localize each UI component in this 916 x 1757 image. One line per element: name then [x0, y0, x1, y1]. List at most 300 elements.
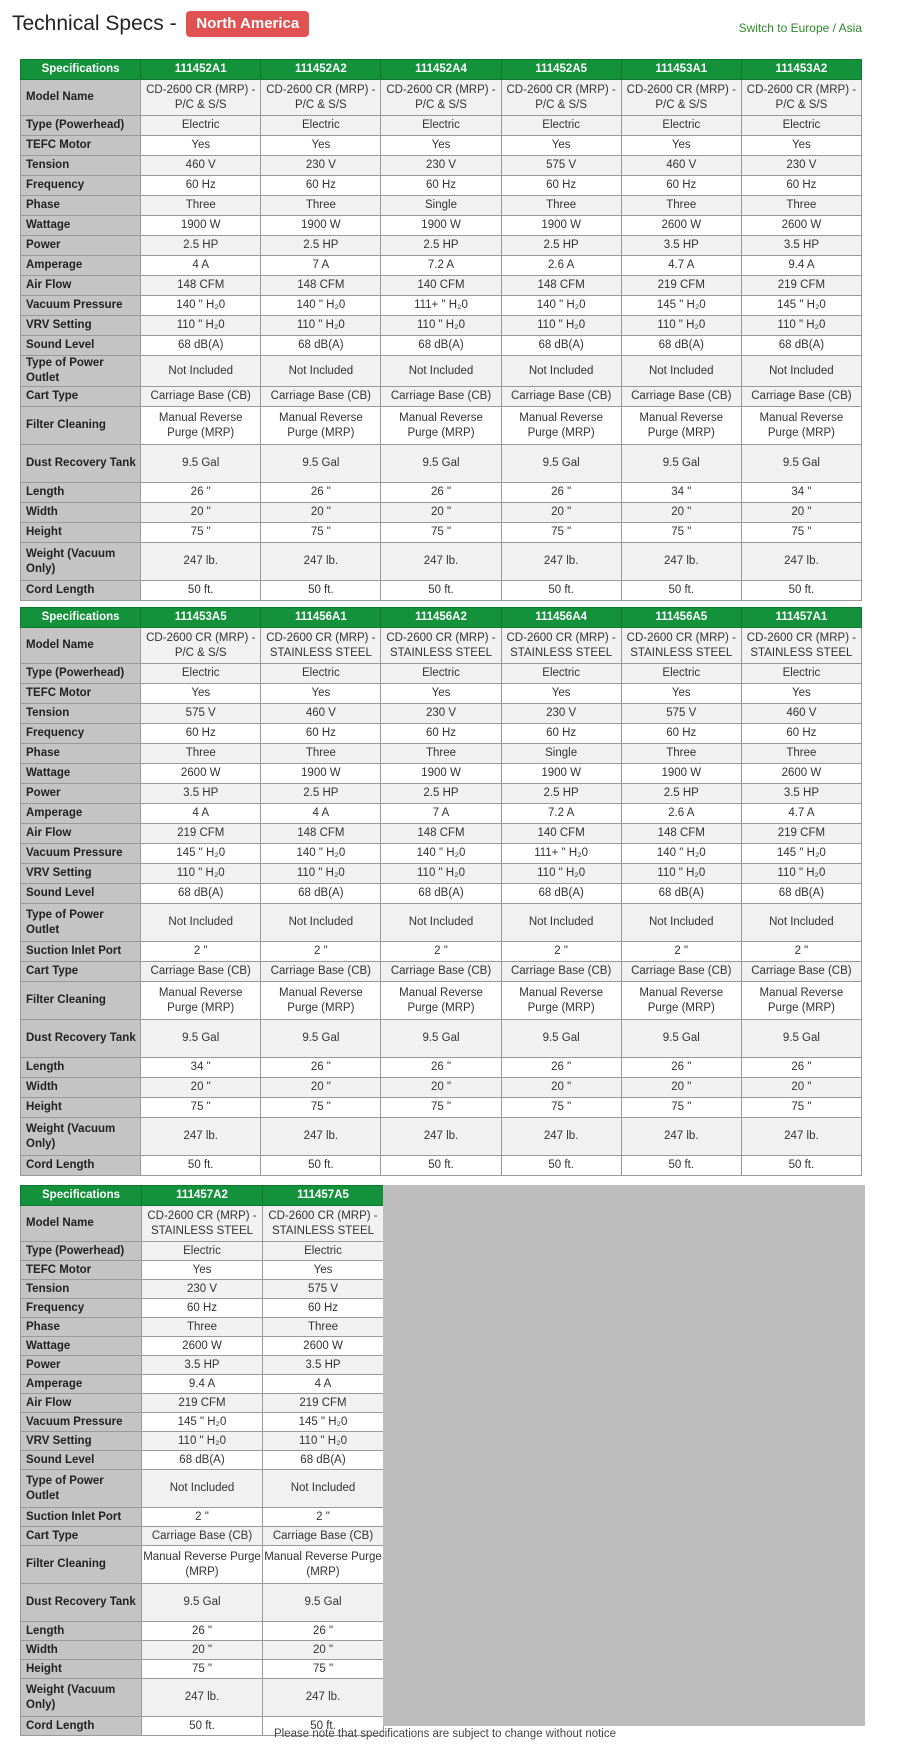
- spec-value-cell: 3.5 HP: [621, 236, 741, 256]
- spec-value-cell: 4 A: [261, 804, 381, 824]
- spec-row-label: Cart Type: [21, 387, 141, 407]
- switch-region-link[interactable]: Switch to Europe / Asia: [738, 21, 862, 35]
- spec-row-label: Air Flow: [21, 824, 141, 844]
- spec-value-cell: 20 ": [142, 1641, 263, 1660]
- spec-value-cell: 110 " H₂0: [381, 316, 501, 336]
- spec-value-cell: 145 " H₂0: [263, 1413, 384, 1432]
- spec-value-cell: Not Included: [741, 356, 861, 387]
- spec-table-2: [20, 607, 862, 1176]
- spec-value-cell: Not Included: [142, 1470, 263, 1508]
- spec-row: [21, 724, 862, 744]
- spec-row: [21, 1413, 384, 1432]
- spec-row: [21, 1118, 862, 1156]
- spec-row: [21, 1356, 384, 1375]
- spec-value-cell: 50 ft.: [261, 581, 381, 601]
- spec-value-cell: 148 CFM: [261, 276, 381, 296]
- spec-value-cell: 148 CFM: [501, 276, 621, 296]
- spec-row: [21, 1641, 384, 1660]
- spec-value-cell: CD-2600 CR (MRP) - P/C & S/S: [381, 80, 501, 116]
- spec-value-cell: 9.5 Gal: [501, 445, 621, 483]
- spec-row: [21, 543, 862, 581]
- spec-value-cell: 60 Hz: [741, 176, 861, 196]
- spec-value-cell: Yes: [381, 684, 501, 704]
- spec-value-cell: 460 V: [141, 156, 261, 176]
- spec-row-label: Amperage: [21, 256, 141, 276]
- spec-value-cell: Carriage Base (CB): [621, 387, 741, 407]
- spec-row: [21, 982, 862, 1020]
- spec-value-cell: 26 ": [141, 483, 261, 503]
- spec-value-cell: 60 Hz: [142, 1299, 263, 1318]
- spec-row-label: Model Name: [21, 628, 141, 664]
- spec-value-cell: 3.5 HP: [141, 784, 261, 804]
- spec-value-cell: 75 ": [741, 523, 861, 543]
- spec-row-label: Amperage: [21, 804, 141, 824]
- spec-value-cell: 230 V: [501, 704, 621, 724]
- spec-row: [21, 445, 862, 483]
- spec-row-label: Amperage: [21, 1375, 142, 1394]
- spec-value-cell: 2600 W: [741, 764, 861, 784]
- spec-value-cell: 219 CFM: [741, 824, 861, 844]
- spec-value-cell: 247 lb.: [261, 543, 381, 581]
- spec-value-cell: 460 V: [621, 156, 741, 176]
- spec-value-cell: Manual Reverse Purge (MRP): [381, 982, 501, 1020]
- spec-value-cell: CD-2600 CR (MRP) - P/C & S/S: [261, 80, 381, 116]
- spec-row: [21, 336, 862, 356]
- spec-value-cell: Not Included: [501, 904, 621, 942]
- spec-value-cell: 1900 W: [621, 764, 741, 784]
- spec-row-label: Filter Cleaning: [21, 1546, 142, 1584]
- spec-row-label: Type of Power Outlet: [21, 356, 141, 387]
- spec-value-cell: 230 V: [261, 156, 381, 176]
- spec-value-cell: Three: [141, 196, 261, 216]
- spec-row: [21, 316, 862, 336]
- spec-value-cell: 50 ft.: [501, 581, 621, 601]
- spec-row: [21, 764, 862, 784]
- spec-value-cell: Carriage Base (CB): [263, 1527, 384, 1546]
- spec-value-cell: CD-2600 CR (MRP) - STAINLESS STEEL: [142, 1206, 263, 1242]
- spec-value-cell: 60 Hz: [263, 1299, 384, 1318]
- spec-value-cell: 460 V: [741, 704, 861, 724]
- spec-value-cell: 247 lb.: [381, 543, 501, 581]
- spec-value-cell: 247 lb.: [381, 1118, 501, 1156]
- spec-row-label: Filter Cleaning: [21, 982, 141, 1020]
- spec-value-cell: 247 lb.: [142, 1679, 263, 1717]
- spec-value-cell: 140 " H₂0: [621, 844, 741, 864]
- spec-value-cell: 2.5 HP: [501, 236, 621, 256]
- spec-value-cell: 2 ": [263, 1508, 384, 1527]
- spec-value-cell: Manual Reverse Purge (MRP): [381, 407, 501, 445]
- spec-value-cell: 110 " H₂0: [141, 316, 261, 336]
- spec-value-cell: 2.6 A: [501, 256, 621, 276]
- spec-value-cell: 145 " H₂0: [621, 296, 741, 316]
- spec-value-cell: 9.5 Gal: [621, 1020, 741, 1058]
- spec-value-cell: Electric: [501, 664, 621, 684]
- spec-value-cell: Yes: [501, 684, 621, 704]
- disclaimer-note: Please note that specifications are subject to change without notice: [273, 1728, 617, 1740]
- spec-row: [21, 1318, 384, 1337]
- spec-value-cell: 2 ": [381, 942, 501, 962]
- spec-value-cell: 110 " H₂0: [261, 316, 381, 336]
- spec-value-cell: 575 V: [141, 704, 261, 724]
- spec-value-cell: 60 Hz: [141, 724, 261, 744]
- spec-value-cell: 3.5 HP: [263, 1356, 384, 1375]
- spec-value-cell: Yes: [263, 1261, 384, 1280]
- spec-row: [21, 884, 862, 904]
- spec-value-cell: CD-2600 CR (MRP) - P/C & S/S: [501, 80, 621, 116]
- spec-row-label: Phase: [21, 196, 141, 216]
- spec-value-cell: 7.2 A: [501, 804, 621, 824]
- spec-row-label: Dust Recovery Tank: [21, 1020, 141, 1058]
- spec-value-cell: Manual Reverse Purge (MRP): [141, 982, 261, 1020]
- spec-value-cell: 60 Hz: [621, 724, 741, 744]
- spec-value-cell: CD-2600 CR (MRP) - STAINLESS STEEL: [501, 628, 621, 664]
- spec-value-cell: Carriage Base (CB): [621, 962, 741, 982]
- spec-value-cell: 75 ": [261, 1098, 381, 1118]
- spec-value-cell: 230 V: [381, 156, 501, 176]
- spec-value-cell: 140 " H₂0: [141, 296, 261, 316]
- spec-value-cell: 140 " H₂0: [261, 844, 381, 864]
- spec-value-cell: Three: [261, 196, 381, 216]
- spec-value-cell: 2.5 HP: [501, 784, 621, 804]
- spec-row: [21, 523, 862, 543]
- spec-value-cell: Three: [741, 744, 861, 764]
- spec-value-cell: 460 V: [261, 704, 381, 724]
- spec-value-cell: Yes: [621, 136, 741, 156]
- spec-value-cell: 60 Hz: [261, 724, 381, 744]
- spec-value-cell: 9.5 Gal: [261, 1020, 381, 1058]
- spec-value-cell: 9.5 Gal: [741, 1020, 861, 1058]
- spec-value-cell: 1900 W: [261, 764, 381, 784]
- spec-row: [21, 216, 862, 236]
- spec-row-label: Dust Recovery Tank: [21, 445, 141, 483]
- spec-value-cell: Electric: [263, 1242, 384, 1261]
- spec-value-cell: 26 ": [261, 1058, 381, 1078]
- spec-value-cell: Electric: [381, 664, 501, 684]
- spec-row-label: Type (Powerhead): [21, 664, 141, 684]
- spec-value-cell: Carriage Base (CB): [501, 962, 621, 982]
- spec-row: [21, 804, 862, 824]
- spec-value-cell: 60 Hz: [381, 176, 501, 196]
- spec-value-cell: Manual Reverse Purge (MRP): [741, 982, 861, 1020]
- spec-value-cell: 20 ": [261, 1078, 381, 1098]
- spec-value-cell: 110 " H₂0: [381, 864, 501, 884]
- spec-value-cell: Manual Reverse Purge (MRP): [261, 407, 381, 445]
- spec-row-label: Sound Level: [21, 1451, 142, 1470]
- spec-value-cell: 68 dB(A): [381, 884, 501, 904]
- spec-value-cell: 75 ": [141, 1098, 261, 1118]
- spec-value-cell: 110 " H₂0: [261, 864, 381, 884]
- spec-header-row: [21, 1186, 384, 1206]
- spec-value-cell: 60 Hz: [261, 176, 381, 196]
- spec-value-cell: Three: [142, 1318, 263, 1337]
- spec-value-cell: 110 " H₂0: [621, 316, 741, 336]
- spec-value-cell: 50 ft.: [142, 1717, 263, 1736]
- spec-row-label: Length: [21, 483, 141, 503]
- spec-value-cell: Not Included: [141, 904, 261, 942]
- spec-value-cell: Electric: [142, 1242, 263, 1261]
- model-number-header: 111452A5: [501, 60, 621, 80]
- spec-value-cell: 247 lb.: [621, 543, 741, 581]
- model-number-header: 111457A1: [741, 608, 861, 628]
- spec-value-cell: 1900 W: [261, 216, 381, 236]
- spec-value-cell: Electric: [741, 664, 861, 684]
- spec-value-cell: 9.5 Gal: [501, 1020, 621, 1058]
- spec-row: [21, 1206, 384, 1242]
- spec-row: [21, 1337, 384, 1356]
- spec-value-cell: 26 ": [261, 483, 381, 503]
- spec-value-cell: Yes: [261, 136, 381, 156]
- spec-value-cell: 20 ": [141, 503, 261, 523]
- spec-row: [21, 784, 862, 804]
- spec-value-cell: 75 ": [261, 523, 381, 543]
- spec-value-cell: Carriage Base (CB): [741, 387, 861, 407]
- spec-row-label: TEFC Motor: [21, 136, 141, 156]
- spec-value-cell: 9.4 A: [741, 256, 861, 276]
- spec-value-cell: 140 CFM: [501, 824, 621, 844]
- spec-row-label: Cart Type: [21, 962, 141, 982]
- spec-value-cell: Electric: [621, 664, 741, 684]
- spec-value-cell: 26 ": [381, 483, 501, 503]
- spec-value-cell: Electric: [261, 116, 381, 136]
- spec-header-row: [21, 60, 862, 80]
- spec-value-cell: 219 CFM: [141, 824, 261, 844]
- spec-row: [21, 864, 862, 884]
- spec-value-cell: 50 ft.: [621, 581, 741, 601]
- spec-value-cell: 2.5 HP: [381, 236, 501, 256]
- spec-value-cell: 26 ": [621, 1058, 741, 1078]
- spec-row: [21, 844, 862, 864]
- spec-value-cell: 20 ": [261, 503, 381, 523]
- spec-value-cell: CD-2600 CR (MRP) - STAINLESS STEEL: [263, 1206, 384, 1242]
- spec-row: [21, 1058, 862, 1078]
- spec-value-cell: 145 " H₂0: [741, 844, 861, 864]
- spec-value-cell: 247 lb.: [141, 543, 261, 581]
- spec-value-cell: 1900 W: [381, 216, 501, 236]
- spec-value-cell: 60 Hz: [621, 176, 741, 196]
- spec-value-cell: Not Included: [381, 904, 501, 942]
- spec-row: [21, 962, 862, 982]
- spec-value-cell: 68 dB(A): [141, 336, 261, 356]
- spec-value-cell: 75 ": [501, 1098, 621, 1118]
- spec-value-cell: 50 ft.: [741, 1156, 861, 1176]
- spec-value-cell: 9.5 Gal: [381, 445, 501, 483]
- spec-value-cell: Electric: [741, 116, 861, 136]
- spec-value-cell: 148 CFM: [141, 276, 261, 296]
- spec-table-3: [20, 1185, 384, 1736]
- spec-value-cell: 50 ft.: [261, 1156, 381, 1176]
- spec-value-cell: 60 Hz: [381, 724, 501, 744]
- spec-value-cell: 68 dB(A): [501, 884, 621, 904]
- spec-row: [21, 1622, 384, 1641]
- spec-row-label: Tension: [21, 704, 141, 724]
- spec-value-cell: 1900 W: [501, 216, 621, 236]
- spec-row-label: Dust Recovery Tank: [21, 1584, 142, 1622]
- spec-row-label: Cord Length: [21, 1156, 141, 1176]
- spec-value-cell: 2 ": [741, 942, 861, 962]
- spec-value-cell: 1900 W: [381, 764, 501, 784]
- spec-value-cell: Electric: [141, 116, 261, 136]
- spec-value-cell: Three: [261, 744, 381, 764]
- spec-value-cell: Manual Reverse Purge (MRP): [501, 407, 621, 445]
- spec-value-cell: 60 Hz: [741, 724, 861, 744]
- spec-value-cell: 34 ": [621, 483, 741, 503]
- spec-value-cell: 148 CFM: [381, 824, 501, 844]
- spec-value-cell: 50 ft.: [741, 581, 861, 601]
- spec-row: [21, 1242, 384, 1261]
- model-number-header: 111457A5: [263, 1186, 384, 1206]
- spec-value-cell: 247 lb.: [741, 543, 861, 581]
- spec-row: [21, 1299, 384, 1318]
- spec-value-cell: 26 ": [501, 483, 621, 503]
- spec-value-cell: 4 A: [141, 804, 261, 824]
- spec-value-cell: Electric: [621, 116, 741, 136]
- spec-value-cell: 50 ft.: [141, 1156, 261, 1176]
- spec-row-label: Length: [21, 1058, 141, 1078]
- spec-value-cell: 50 ft.: [501, 1156, 621, 1176]
- spec-value-cell: 3.5 HP: [142, 1356, 263, 1375]
- spec-row: [21, 1679, 384, 1717]
- spec-value-cell: Yes: [381, 136, 501, 156]
- model-number-header: 111456A1: [261, 608, 381, 628]
- spec-value-cell: 20 ": [381, 503, 501, 523]
- spec-value-cell: 148 CFM: [621, 824, 741, 844]
- spec-row: [21, 276, 862, 296]
- page-title: [12, 10, 309, 38]
- spec-value-cell: 110 " H₂0: [141, 864, 261, 884]
- spec-row: [21, 824, 862, 844]
- spec-value-cell: 140 " H₂0: [381, 844, 501, 864]
- spec-row: [21, 1432, 384, 1451]
- spec-row: [21, 136, 862, 156]
- spec-value-cell: Carriage Base (CB): [261, 387, 381, 407]
- spec-value-cell: 68 dB(A): [141, 884, 261, 904]
- spec-value-cell: 110 " H₂0: [142, 1432, 263, 1451]
- spec-value-cell: Three: [741, 196, 861, 216]
- spec-row-label: Sound Level: [21, 884, 141, 904]
- spec-row-label: Phase: [21, 744, 141, 764]
- spec-value-cell: 140 " H₂0: [501, 296, 621, 316]
- spec-value-cell: 20 ": [741, 503, 861, 523]
- spec-value-cell: Single: [501, 744, 621, 764]
- spec-value-cell: CD-2600 CR (MRP) - STAINLESS STEEL: [741, 628, 861, 664]
- spec-value-cell: 26 ": [381, 1058, 501, 1078]
- spec-value-cell: 110 " H₂0: [741, 864, 861, 884]
- model-number-header: 111452A1: [141, 60, 261, 80]
- model-number-header: 111452A4: [381, 60, 501, 80]
- spec-row-label: Wattage: [21, 764, 141, 784]
- spec-value-cell: 20 ": [741, 1078, 861, 1098]
- spec-value-cell: Not Included: [741, 904, 861, 942]
- spec-value-cell: 68 dB(A): [621, 336, 741, 356]
- spec-value-cell: Not Included: [261, 904, 381, 942]
- spec-row: [21, 1584, 384, 1622]
- spec-value-cell: 20 ": [621, 1078, 741, 1098]
- spec-value-cell: 20 ": [141, 1078, 261, 1098]
- spec-value-cell: Carriage Base (CB): [141, 962, 261, 982]
- spec-row: [21, 1394, 384, 1413]
- spec-row: [21, 1527, 384, 1546]
- spec-row: [21, 1156, 862, 1176]
- spec-row: [21, 664, 862, 684]
- spec-value-cell: Carriage Base (CB): [142, 1527, 263, 1546]
- spec-value-cell: CD-2600 CR (MRP) - STAINLESS STEEL: [621, 628, 741, 664]
- spec-row: [21, 196, 862, 216]
- spec-row-label: Weight (Vacuum Only): [21, 543, 141, 581]
- spec-value-cell: Manual Reverse Purge (MRP): [741, 407, 861, 445]
- spec-value-cell: 75 ": [621, 1098, 741, 1118]
- spec-value-cell: 148 CFM: [261, 824, 381, 844]
- model-number-header: 111453A5: [141, 608, 261, 628]
- spec-value-cell: 60 Hz: [501, 176, 621, 196]
- spec-row: [21, 176, 862, 196]
- spec-row-label: Cart Type: [21, 1527, 142, 1546]
- spec-value-cell: 575 V: [501, 156, 621, 176]
- spec-value-cell: 575 V: [621, 704, 741, 724]
- spec-value-cell: 20 ": [263, 1641, 384, 1660]
- spec-row: [21, 80, 862, 116]
- spec-value-cell: 50 ft.: [381, 1156, 501, 1176]
- spec-value-cell: 75 ": [741, 1098, 861, 1118]
- spec-value-cell: Carriage Base (CB): [501, 387, 621, 407]
- spec-value-cell: 230 V: [142, 1280, 263, 1299]
- spec-header-label: Specifications: [21, 60, 141, 80]
- spec-row: [21, 387, 862, 407]
- spec-value-cell: Electric: [261, 664, 381, 684]
- spec-value-cell: 68 dB(A): [501, 336, 621, 356]
- spec-value-cell: 50 ft.: [381, 581, 501, 601]
- spec-value-cell: 1900 W: [501, 764, 621, 784]
- spec-row-label: VRV Setting: [21, 316, 141, 336]
- spec-row-label: Wattage: [21, 216, 141, 236]
- spec-value-cell: 50 ft.: [263, 1717, 384, 1736]
- spec-value-cell: 140 " H₂0: [261, 296, 381, 316]
- spec-value-cell: 26 ": [142, 1622, 263, 1641]
- spec-value-cell: 7 A: [381, 804, 501, 824]
- spec-value-cell: 20 ": [621, 503, 741, 523]
- spec-row: [21, 628, 862, 664]
- spec-value-cell: 219 CFM: [142, 1394, 263, 1413]
- spec-row: [21, 581, 862, 601]
- spec-value-cell: 3.5 HP: [741, 784, 861, 804]
- spec-row-label: Tension: [21, 1280, 142, 1299]
- spec-row: [21, 1098, 862, 1118]
- spec-value-cell: 34 ": [141, 1058, 261, 1078]
- spec-value-cell: Three: [141, 744, 261, 764]
- spec-value-cell: 9.5 Gal: [381, 1020, 501, 1058]
- spec-row: [21, 904, 862, 942]
- spec-value-cell: Yes: [142, 1261, 263, 1280]
- spec-row-label: Cord Length: [21, 581, 141, 601]
- spec-row-label: Height: [21, 523, 141, 543]
- spec-value-cell: 9.4 A: [142, 1375, 263, 1394]
- spec-value-cell: 4 A: [263, 1375, 384, 1394]
- spec-value-cell: Not Included: [261, 356, 381, 387]
- model-number-header: 111452A2: [261, 60, 381, 80]
- spec-value-cell: 230 V: [381, 704, 501, 724]
- spec-value-cell: 60 Hz: [501, 724, 621, 744]
- spec-row-label: Width: [21, 1641, 142, 1660]
- spec-value-cell: 110 " H₂0: [741, 316, 861, 336]
- spec-value-cell: 4 A: [141, 256, 261, 276]
- spec-row-label: Frequency: [21, 176, 141, 196]
- spec-value-cell: CD-2600 CR (MRP) - P/C & S/S: [141, 80, 261, 116]
- spec-value-cell: 20 ": [501, 1078, 621, 1098]
- spec-value-cell: 110 " H₂0: [501, 316, 621, 336]
- spec-value-cell: 20 ": [501, 503, 621, 523]
- spec-row: [21, 704, 862, 724]
- spec-row-label: Cord Length: [21, 1717, 142, 1736]
- spec-row: [21, 684, 862, 704]
